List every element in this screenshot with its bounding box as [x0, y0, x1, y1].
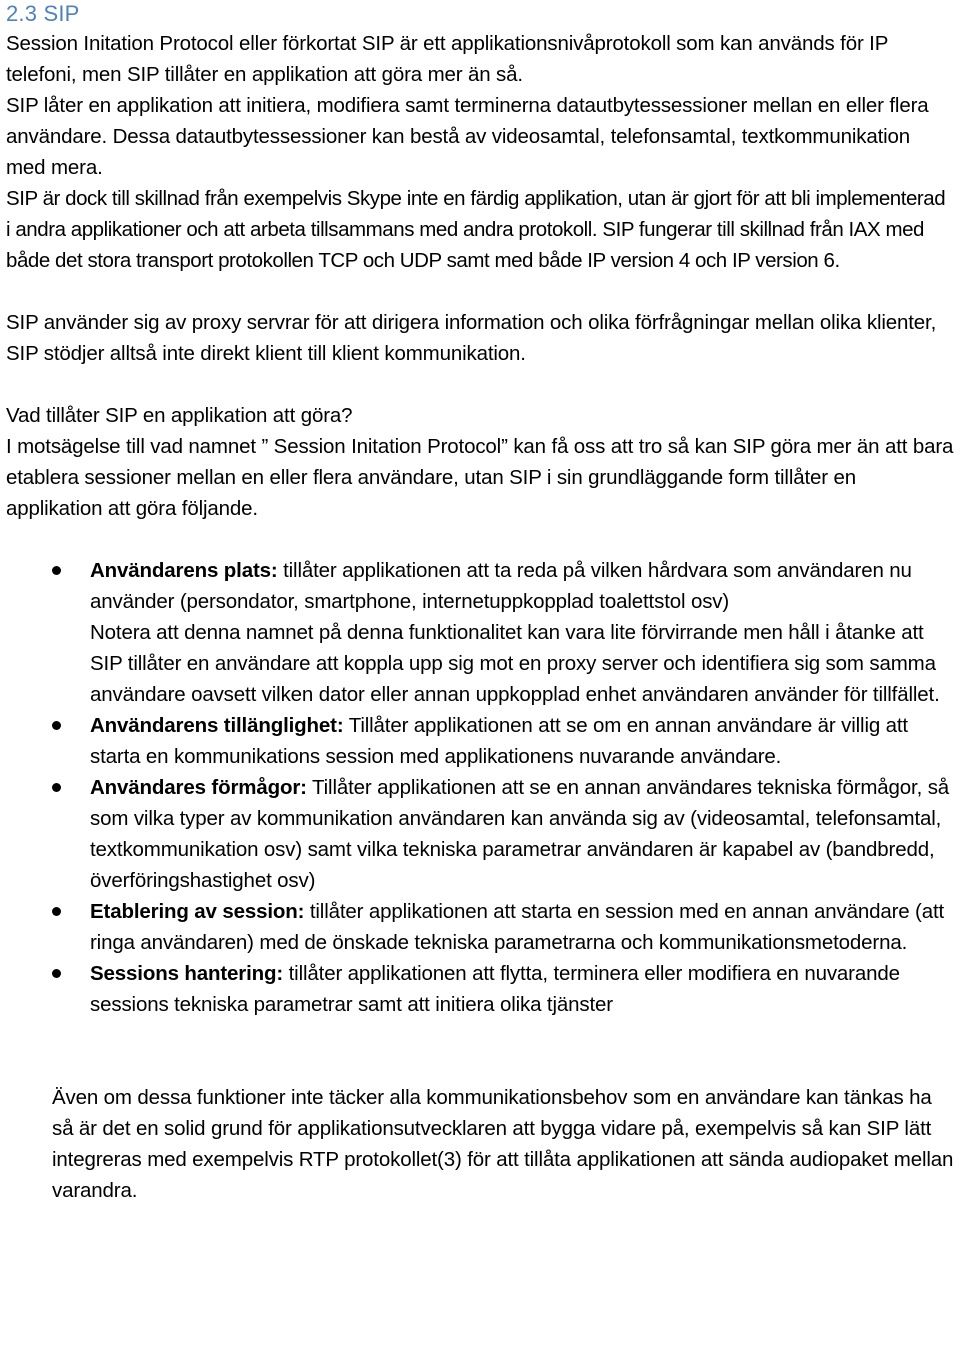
answer-paragraph: I motsägelse till vad namnet ” Session Initation Protocol” kan få oss att tro så kan SIP göra mer än att bara etablera sessioner mellan en eller flera användare, utan SIP i sin grundläggande form tillåter en applikation att göra följande.: [6, 435, 954, 520]
list-item: [6, 710, 954, 772]
feature-text: tillåter applikationen att ta reda på vilken hårdvara som användaren nu använder (persondator, smartphone, internetuppkopplad toalettstol osv): [90, 559, 912, 613]
list-item: [6, 958, 954, 1020]
spacer: [6, 276, 954, 307]
intro-paragraph-2: SIP låter en applikation att initiera, modifiera samt terminerna datautbytessessioner mellan en eller flera användare. Dessa datautbytessessioner kan bestå av videosamtal, telefonsamtal, textkommunikation med mera.: [6, 94, 929, 179]
intro-paragraph-1: Session Initation Protocol eller förkortat SIP är ett applikationsnivåprotokoll som kan används för IP telefoni, men SIP tillåter en applikation att göra mer än så.: [6, 32, 888, 86]
feature-text: Tillåter applikationen att se om en annan användare är villig att starta en kommunikations session med applikationens nuvarande användare.: [90, 714, 908, 768]
feature-text: tillåter applikationen att flytta, terminera eller modifiera en nuvarande sessions tekniska parametrar samt att initiera olika tjänster: [90, 962, 900, 1016]
bullet-icon: [52, 969, 61, 978]
bullet-icon: [52, 783, 61, 792]
feature-text: tillåter applikationen att starta en session med en annan användare (att ringa användaren) med de önskade tekniska parametrarna och kommunikationsmetoderna.: [90, 900, 945, 954]
intro-paragraph-3: SIP är dock till skillnad från exempelvis Skype inte en färdig applikation, utan är gjort för att bli implementerad i andra applikationer och att arbeta tillsammans med andra protokoll. SIP fungerar till skillnad från IAX med både det stora transport protokollen TCP och UDP samt med både IP version 4 och IP version 6.: [6, 187, 946, 272]
feature-term: Användarens tillänglighet:: [90, 714, 344, 737]
feature-term: Etablering av session:: [90, 900, 305, 923]
feature-term: Användarens plats:: [90, 559, 278, 582]
list-item: [6, 555, 954, 710]
bullet-icon: [52, 566, 61, 575]
section-heading: 2.3 SIP: [6, 1, 80, 26]
list-item: [6, 896, 954, 958]
feature-term: Sessions hantering:: [90, 962, 284, 985]
feature-term: Användares förmågor:: [90, 776, 307, 799]
list-item: [6, 772, 954, 896]
question-line: Vad tillåter SIP en applikation att göra?: [6, 404, 353, 427]
feature-note: Notera att denna namnet på denna funktionalitet kan vara lite förvirrande men håll i åtanke att SIP tillåter en användare att koppla upp sig mot en proxy server och identifiera sig som samma användare oavsett vilken dator eller annan uppkopplad enhet användaren använder för tillfället.: [90, 621, 940, 706]
bullet-icon: [52, 907, 61, 916]
proxy-paragraph: SIP använder sig av proxy servrar för att dirigera information och olika förfrågningar mellan olika klienter, SIP stödjer alltså inte direkt klient till klient kommunikation.: [6, 311, 937, 365]
bullet-icon: [52, 721, 61, 730]
closing-paragraph: Även om dessa funktioner inte täcker alla kommunikationsbehov som en användare kan tänkas ha så är det en solid grund för applikationsutvecklaren att bygga vidare på, exempelvis så kan SIP lätt integreras med exempelvis RTP protokollet(3) för att tillåta applikationen att sända audiopaket mellan varandra.: [52, 1086, 954, 1202]
feature-text: Tillåter applikationen att se en annan användares tekniska förmågor, så som vilka typer av kommunikation användaren kan använda sig av (videosamtal, telefonsamtal, textkommunikation osv) samt vilka tekniska parametrar användaren är kapabel av (bandbredd, överföringshastighet osv): [90, 776, 950, 892]
feature-list: [6, 555, 954, 1020]
spacer: [6, 369, 954, 400]
